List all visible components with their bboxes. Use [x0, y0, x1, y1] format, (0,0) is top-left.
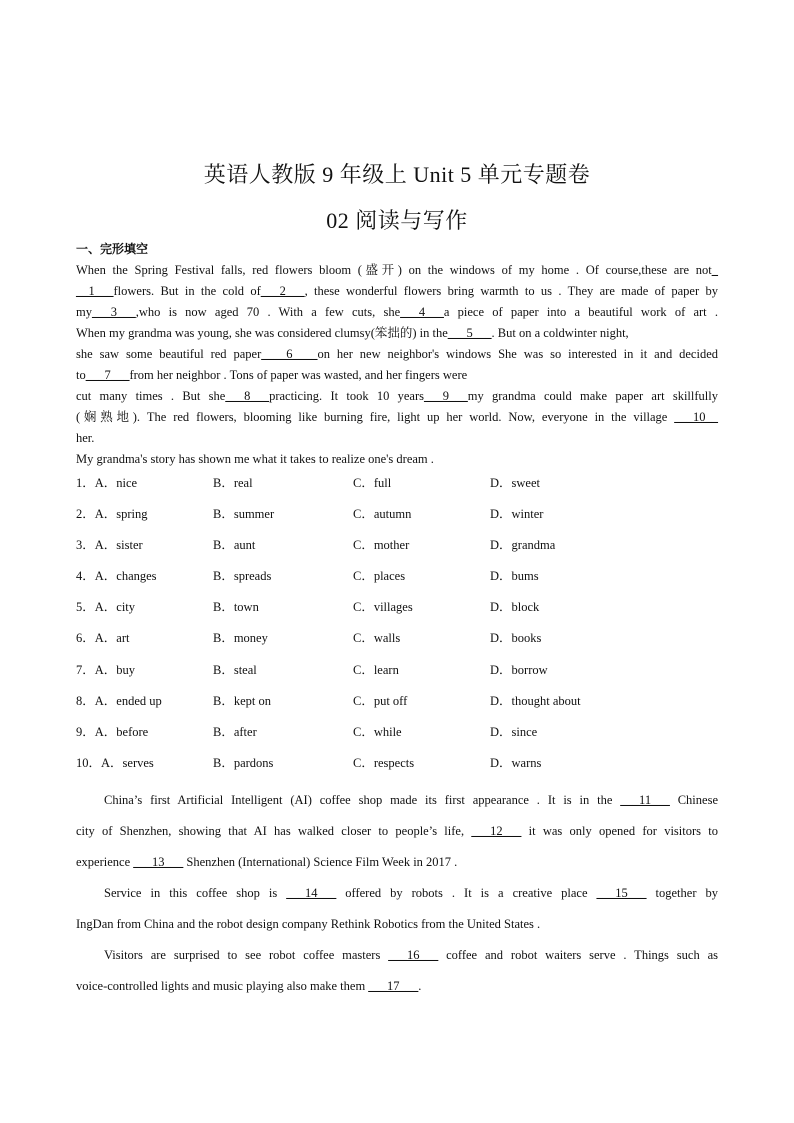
blank-6: ____6____ [261, 347, 318, 361]
reading-line: China’s first Artificial Intelligent (AI) coffee shop made its first appearance . It is in the ___11___ Chinese [104, 793, 718, 807]
reading-line: IngDan from China and the robot design company Rethink Robotics from the United States . [76, 917, 541, 931]
option-row: 10．A．serves B．pardons C．respects D．warns [76, 755, 542, 770]
cloze-passage [76, 260, 718, 470]
blank-2: ___2___ [260, 284, 305, 298]
blank-14: ___14___ [286, 886, 337, 900]
option-row: 8．A．ended up B．kept on C．put off D．thought about [76, 693, 581, 708]
blank-15: ___15___ [596, 886, 647, 900]
blank-13: ___13___ [133, 855, 184, 869]
option-row: 3．A．sister B．aunt C．mother D．grandma [76, 538, 556, 553]
blank-7: ___7___ [85, 368, 130, 382]
option-row: 1．A．nice B．real C．full D．sweet [76, 476, 540, 490]
blank-3: ___3___ [91, 305, 136, 319]
blank-5: ___5___ [447, 326, 492, 340]
blank-10: ___10__ [674, 410, 718, 424]
option-row: 7．A．buy B．steal C．learn D．borrow [76, 662, 548, 677]
blank-17: ___17___ [368, 979, 419, 993]
option-row: 2．A．spring B．summer C．autumn D．winter [76, 507, 544, 522]
passage-line: her. [76, 431, 95, 445]
passage-line: When my grandma was young, she was considered clumsy(笨拙的) in the___5___. But on a coldwinter night, [76, 326, 629, 340]
reading-line: city of Shenzhen, showing that AI has walked closer to people’s life, ___12___ it was only opened for visitors to [76, 824, 718, 838]
blank-1: __1___ [76, 284, 114, 298]
passage-line: my___3___,who is now aged 70 . With a few cuts, she___4___a piece of paper into a beautiful work of art . [76, 305, 718, 319]
reading-line: experience ___13___ Shenzhen (International) Science Film Week in 2017 . [76, 855, 458, 869]
passage-line: (娴熟地). The red flowers, blooming like burning fire, light up her world. Now, everyone in the village ___10__ [76, 410, 718, 424]
option-row: 9．A．before B．after C．while D．since [76, 724, 538, 739]
passage-line: My grandma's story has shown me what it takes to realize one's dream . [76, 452, 434, 466]
options-list [76, 473, 718, 784]
reading-line: Service in this coffee shop is ___14___ offered by robots . It is a creative place ___15___ together by [104, 886, 718, 900]
section-heading-cloze: 一、完形填空 [76, 242, 149, 256]
blank-8: ___8___ [225, 389, 270, 403]
blank-16: ___16___ [388, 948, 439, 962]
passage-line: she saw some beautiful red paper____6____on her new neighbor's windows She was so interested in it and decided [76, 347, 718, 361]
doc-subtitle: 02 阅读与写作 [326, 208, 468, 233]
passage-line: __1___flowers. But in the cold of___2___, these wonderful flowers bring warmth to us . They are made of paper by [76, 284, 718, 298]
passage-line: to___7___from her neighbor . Tons of paper was wasted, and her fingers were [76, 368, 468, 382]
blank-9: ___9___ [424, 389, 468, 403]
reading-passage [76, 785, 718, 1002]
passage-line: When the Spring Festival falls, red flowers bloom (盛开) on the windows of my home . Of course,these are not_ [76, 263, 718, 277]
blank-11: ___11___ [620, 793, 670, 807]
option-row: 6．A．art B．money C．walls D．books [76, 631, 542, 646]
option-row: 4．A．changes B．spreads C．places D．bums [76, 569, 539, 584]
blank-4: ___4___ [400, 305, 444, 319]
passage-line: cut many times . But she___8___practicing. It took 10 years___9___my grandma could make paper art skillfully [76, 389, 718, 403]
reading-line: Visitors are surprised to see robot coffee masters ___16___ coffee and robot waiters serve . Things such as [104, 948, 718, 962]
reading-line: voice-controlled lights and music playing also make them ___17___. [76, 979, 422, 993]
option-row: 5．A．city B．town C．villages D．block [76, 600, 540, 615]
blank-12: ___12___ [471, 824, 522, 838]
doc-title: 英语人教版 9 年级上 Unit 5 单元专题卷 [203, 162, 591, 187]
